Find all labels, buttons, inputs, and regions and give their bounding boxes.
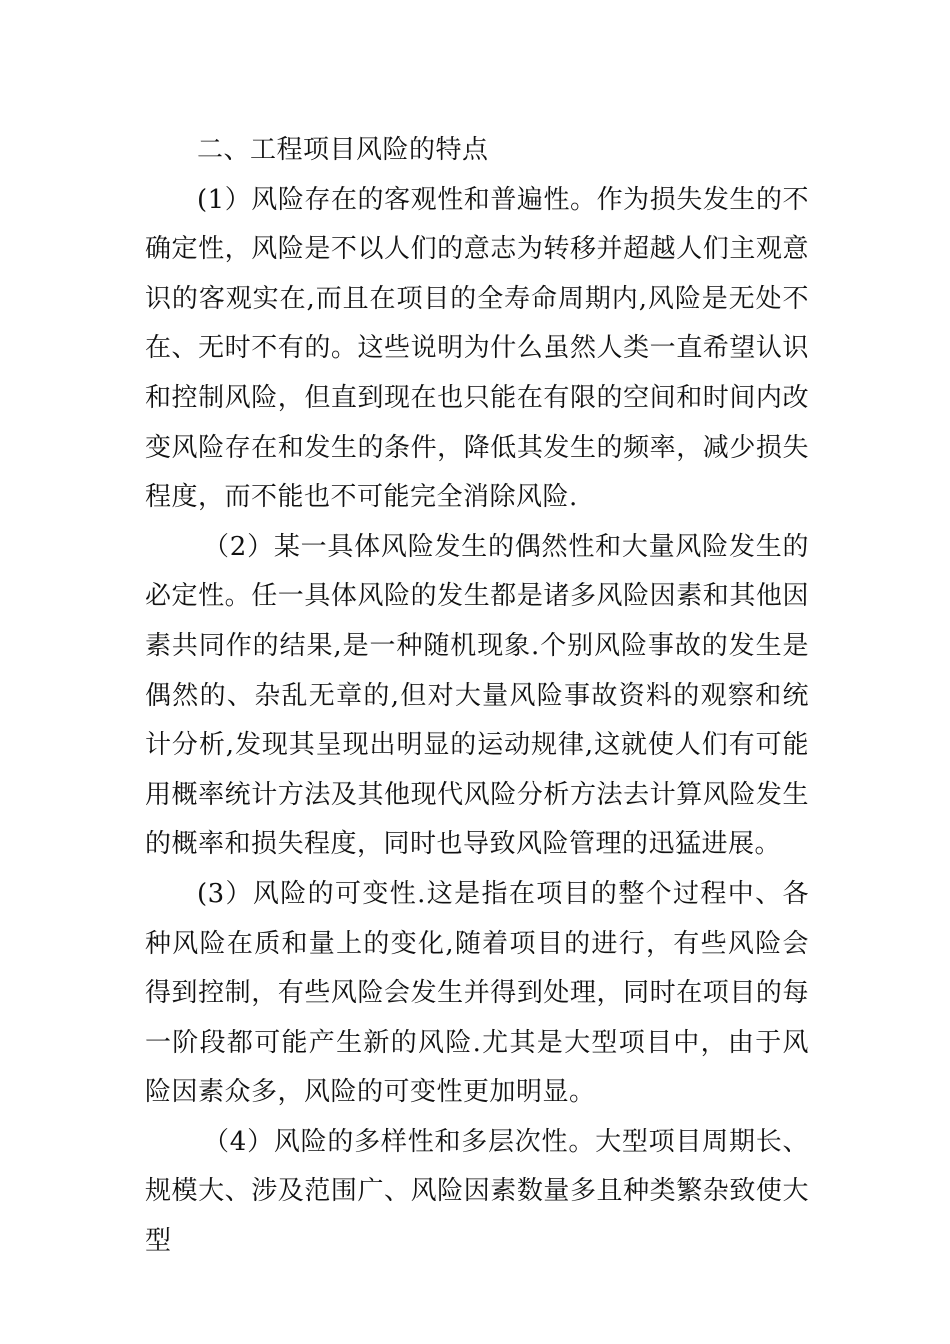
paragraph-4: （4）风险的多样性和多层次性。大型项目周期长、规模大、涉及范围广、风险因素数量多且种类繁杂致使大型	[145, 1126, 809, 1257]
paragraph-3: (3）风险的可变性.这是指在项目的整个过程中、各种风险在质和量上的变化,随着项目的进行，有些风险会得到控制，有些风险会发生并得到处理，同时在项目的每一阶段都可能产生新的风险.尤其是大型项目中，由于风险因素众多，风险的可变性更加明显。	[145, 878, 809, 1108]
paragraph-1: (1）风险存在的客观性和普遍性。作为损失发生的不确定性，风险是不以人们的意志为转移并超越人们主观意识的客观实在,而且在项目的全寿命周期内,风险是无处不在、无时不有的。这些说明为什么虽然人类一直希望认识和控制风险，但直到现在也只能在有限的空间和时间内改变风险存在和发生的条件，降低其发生的频率，减少损失程度，而不能也不可能完全消除风险.	[145, 184, 809, 513]
section-heading: 二、工程项目风险的特点	[197, 135, 489, 165]
paragraph-2: （2）某一具体风险发生的偶然性和大量风险发生的必定性。任一具体风险的发生都是诸多风险因素和其他因素共同作的结果,是一种随机现象.个别风险事故的发生是偶然的、杂乱无章的,但对大量风险事故资料的观察和统计分析,发现其呈现出明显的运动规律,这就使人们有可能用概率统计方法及其他现代风险分析方法去计算风险发生的概率和损失程度，同时也导致风险管理的迅猛进展。	[145, 531, 809, 860]
document-body	[145, 126, 809, 1267]
